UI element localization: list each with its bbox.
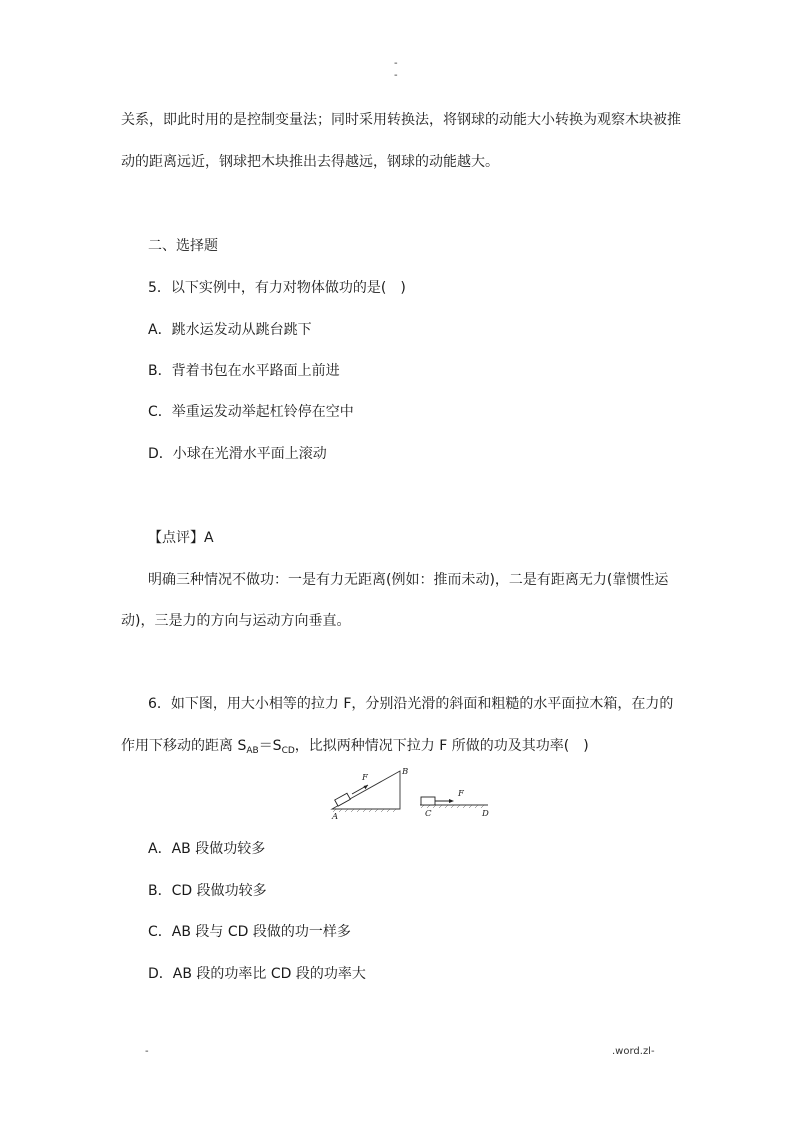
incline-box xyxy=(335,793,351,806)
paragraph-line-1: 关系，即此时用的是控制变量法；同时采用转换法，将钢球的动能大小转换为观察木块被推 xyxy=(121,112,681,128)
horizontal-box xyxy=(421,797,435,805)
label-f1: F xyxy=(362,773,368,783)
q6-sub-cd: CD xyxy=(281,746,295,756)
footer-right: .word.zl- xyxy=(612,1046,655,1057)
q6-option-b: B．CD 段做功较多 xyxy=(148,883,267,899)
horizontal-ground-hatch xyxy=(421,805,484,808)
label-c: C xyxy=(425,809,432,819)
q6-option-c: C．AB 段与 CD 段做的功一样多 xyxy=(148,924,351,940)
comment-line-1: 明确三种情况不做功：一是有力无距离(例如：推而未动)，二是有距离无力(靠惯性运 xyxy=(148,572,669,588)
label-d: D xyxy=(482,809,489,819)
comment-line-2: 动)，三是力的方向与运动方向垂直。 xyxy=(121,613,351,629)
label-a: A xyxy=(332,812,339,821)
q6-figure xyxy=(328,765,490,821)
q6-stem-pre: 作用下移动的距离 S xyxy=(121,738,247,754)
q6-stem-line-2 xyxy=(121,735,589,755)
label-f2: F xyxy=(458,789,464,799)
q5-option-a: A．跳水运发动从跳台跳下 xyxy=(148,322,312,338)
q5-option-b: B．背着书包在水平路面上前进 xyxy=(148,363,340,379)
header-mark-2: - xyxy=(394,70,398,81)
q6-stem-line-1: 6．如下图，用大小相等的拉力 F，分别沿光滑的斜面和粗糙的水平面拉木箱，在力的 xyxy=(148,696,674,712)
incline-ground-hatch xyxy=(333,809,396,812)
horizontal-arrow-head xyxy=(449,799,454,803)
paragraph-line-2: 动的距离远近，钢球把木块推出去得越远，钢球的动能越大。 xyxy=(121,154,499,170)
q6-sub-ab: AB xyxy=(246,746,259,756)
footer-left: - xyxy=(145,1046,149,1057)
q5-option-c: C．举重运发动举起杠铃停在空中 xyxy=(148,404,354,420)
section-title: 二、选择题 xyxy=(148,238,218,254)
q5-stem: 5．以下实例中，有力对物体做功的是( ) xyxy=(148,280,406,296)
q6-stem-post: ，比拟两种情况下拉力 F 所做的功及其功率( ) xyxy=(294,738,589,754)
q5-option-d: D．小球在光滑水平面上滚动 xyxy=(148,446,327,462)
q6-eq: ＝S xyxy=(258,738,282,754)
q6-option-d: D．AB 段的功率比 CD 段的功率大 xyxy=(148,966,366,982)
label-b: B xyxy=(402,767,409,777)
comment-label: 【点评】A xyxy=(148,530,214,546)
q6-option-a: A．AB 段做功较多 xyxy=(148,841,266,857)
header-mark-1: - xyxy=(394,58,398,69)
